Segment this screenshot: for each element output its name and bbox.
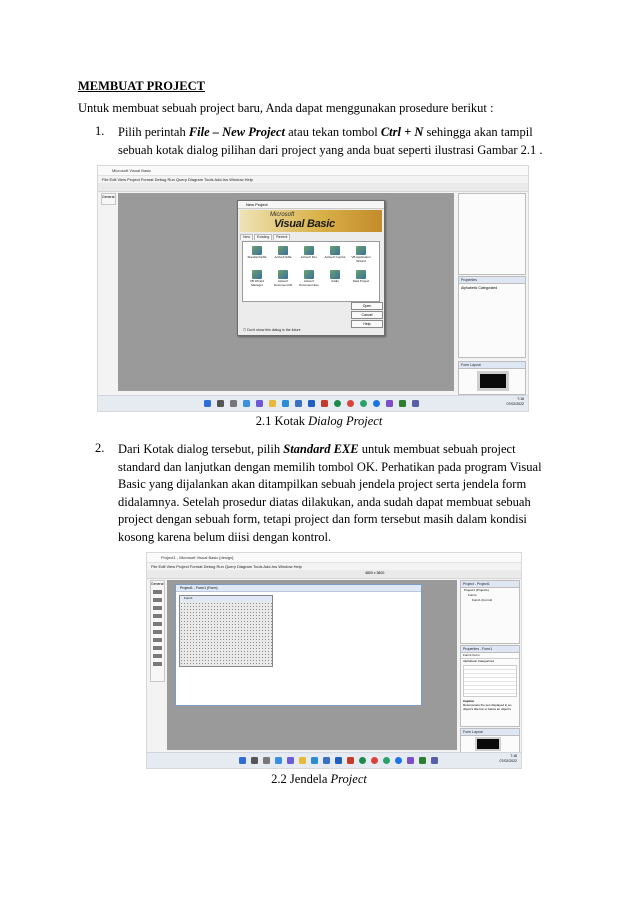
project-type-item[interactable]: VB Wizard Manager <box>246 270 268 287</box>
properties-tabs[interactable]: Alphabetic Categorized <box>461 286 498 290</box>
form-size-readout: 4800 x 3600 <box>365 571 385 575</box>
project-type-item[interactable]: ActiveX DLL <box>298 246 320 260</box>
step-1-number: 1. <box>95 124 105 138</box>
vb-menu-bar: File Edit View Project Format Debug Run Query Diagram Tools Add-Ins Window Help <box>151 564 302 569</box>
app-icon[interactable] <box>383 757 390 764</box>
form-layout-preview <box>477 371 509 391</box>
project-type-item[interactable]: ActiveX Document Dll <box>272 270 294 287</box>
taskbar <box>147 752 521 768</box>
app-icon[interactable] <box>386 400 393 407</box>
project-icon <box>278 270 288 279</box>
dialog-tabs <box>240 234 291 240</box>
project-type-item[interactable]: ActiveX EXE <box>272 246 294 260</box>
caption-help: Caption Returns/sets the text displayed in an object's title bar or below an object's <box>463 699 512 711</box>
form-layout-preview <box>475 737 501 751</box>
step-2-standard-exe: Standard EXE <box>283 442 359 456</box>
start-icon[interactable] <box>204 400 211 407</box>
properties-panel <box>460 645 520 727</box>
step-2-text: Dari Kotak dialog tersebut, pilih Standard EXE untuk membuat sebuah project standard dan lanjutkan dengan memilih tombol OK. Perhatikan pada program Visual Basic yang dijalankan akan ditampilkan sebuah jendela project serta jendela form didalamnya. Setelah prosedur diatas dilakukan, anda sudah dapat membuat sebuah project dengan sebuah form, tetapi project dan form tersebut masih dalam kondisi kosong karena belum diisi dengan kontrol. <box>118 442 542 544</box>
project-explorer-header: Project - Project1 <box>461 581 519 588</box>
properties-header: Properties - Form1 <box>461 646 519 653</box>
project-icon <box>304 246 314 255</box>
project-icon <box>356 270 366 279</box>
project-explorer-panel <box>460 580 520 644</box>
project-icon <box>304 270 314 279</box>
toolbox-label: General <box>102 195 115 199</box>
project-icon <box>356 246 366 255</box>
vb-title-bar: Microsoft Visual Basic <box>98 166 528 176</box>
step-1-shortcut: Ctrl + N <box>380 125 424 139</box>
app-icon[interactable] <box>334 400 341 407</box>
edge-icon[interactable] <box>311 757 318 764</box>
toolbox <box>150 580 165 682</box>
toolbox-label: General <box>151 582 164 586</box>
dont-show-checkbox[interactable]: ☐ Don't show this dialog in the future <box>243 328 301 332</box>
toolbox-controls[interactable] <box>153 590 162 670</box>
task-view-icon[interactable] <box>263 757 270 764</box>
project-icon <box>252 270 262 279</box>
vb-toolbar <box>147 570 521 579</box>
project-type-list <box>242 241 380 302</box>
app-icon[interactable] <box>419 757 426 764</box>
vb-icon[interactable] <box>412 400 419 407</box>
project-type-item[interactable]: VB Application Wizard <box>350 246 372 263</box>
step-2-number: 2. <box>95 441 105 455</box>
project-icon <box>252 246 262 255</box>
form-layout-panel <box>460 728 520 754</box>
intro-paragraph: Untuk membuat sebuah project baru, Anda dapat menggunakan prosedure berikut : <box>78 101 494 115</box>
open-button[interactable]: Open <box>351 302 383 310</box>
step-1-line2: sebuah kotak dialog pilihan dari project yang anda buat seperti ilustrasi Gambar 2.1 . <box>118 142 543 157</box>
vb-toolbar <box>98 183 528 192</box>
new-project-dialog <box>237 200 385 336</box>
banner-visual-basic: Visual Basic <box>274 218 335 230</box>
form-designer-title: Project1 - Form1 (Form) <box>176 585 421 592</box>
widgets-icon[interactable] <box>243 400 250 407</box>
step-1-suffix: sehingga akan tampil <box>423 125 533 139</box>
form-designer-window <box>175 584 422 706</box>
chat-icon[interactable] <box>287 757 294 764</box>
toolbox <box>101 193 116 205</box>
task-view-icon[interactable] <box>230 400 237 407</box>
project-type-item[interactable]: Data Project <box>350 270 372 284</box>
store-icon[interactable] <box>323 757 330 764</box>
start-icon[interactable] <box>239 757 246 764</box>
step-1-mid: atau tekan tombol <box>285 125 381 139</box>
taskbar <box>98 395 528 411</box>
app-icon[interactable] <box>407 757 414 764</box>
tab-existing[interactable]: Existing <box>254 234 272 240</box>
edge-icon[interactable] <box>282 400 289 407</box>
form-layout-header: Form Layout <box>459 362 525 369</box>
word-icon[interactable] <box>308 400 315 407</box>
tab-new[interactable]: New <box>240 234 253 240</box>
help-button[interactable]: Help <box>351 320 383 328</box>
project-type-item[interactable]: Addin <box>324 270 346 284</box>
section-heading: MEMBUAT PROJECT <box>78 79 205 93</box>
project-tree[interactable]: Project1 (Project1) Forms Form1 (Form1) <box>464 588 493 602</box>
vb-icon[interactable] <box>431 757 438 764</box>
properties-tabs[interactable]: Alphabetic Categorized <box>463 659 495 663</box>
properties-panel <box>458 276 526 358</box>
search-icon[interactable] <box>251 757 258 764</box>
search-icon[interactable] <box>217 400 224 407</box>
chrome-icon[interactable] <box>371 757 378 764</box>
properties-object-select[interactable]: Form1 Form <box>461 653 519 659</box>
vb-menu-bar: File Edit View Project Format Debug Run Query Diagram Tools Add-Ins Window Help <box>102 177 253 182</box>
app-icon[interactable] <box>360 400 367 407</box>
app-icon[interactable] <box>395 757 402 764</box>
project-icon <box>330 246 340 255</box>
figure-2-screenshot <box>146 552 522 769</box>
project-panel <box>458 193 526 275</box>
vb-title-bar: Project1 - Microsoft Visual Basic [design] <box>147 553 521 563</box>
form-layout-panel <box>458 361 526 395</box>
store-icon[interactable] <box>295 400 302 407</box>
step-1-text <box>118 124 588 159</box>
project-type-item[interactable]: ActiveX Document Exe <box>298 270 320 287</box>
banner-microsoft: Microsoft <box>270 212 295 218</box>
system-clock: 7:18 07/02/2022 <box>506 397 524 406</box>
properties-grid[interactable] <box>463 665 517 697</box>
figure-1-screenshot <box>97 165 529 412</box>
chrome-icon[interactable] <box>347 400 354 407</box>
step-1-prefix: Pilih perintah <box>118 125 189 139</box>
system-clock: 7:18 07/02/2022 <box>499 754 517 763</box>
vb-banner <box>240 210 382 232</box>
project-icon <box>330 270 340 279</box>
cancel-button[interactable]: Cancel <box>351 311 383 319</box>
chat-icon[interactable] <box>256 400 263 407</box>
app-icon[interactable] <box>373 400 380 407</box>
properties-header: Properties <box>459 277 525 284</box>
project-type-item[interactable]: ActiveX Control <box>324 246 346 260</box>
figure-2-caption: 2.2 Jendela Project <box>271 772 367 786</box>
powerpoint-icon[interactable] <box>347 757 354 764</box>
app-icon[interactable] <box>359 757 366 764</box>
word-icon[interactable] <box>335 757 342 764</box>
step-1-command: File – New Project <box>188 125 285 139</box>
figure-1-caption: 2.1 Kotak Dialog Project <box>255 414 383 428</box>
project-icon <box>278 246 288 255</box>
app-icon[interactable] <box>399 400 406 407</box>
explorer-icon[interactable] <box>269 400 276 407</box>
form1-canvas[interactable] <box>179 595 273 667</box>
form1-title: Form1 <box>180 596 272 601</box>
form-layout-header: Form Layout <box>461 729 519 736</box>
tab-recent[interactable]: Recent <box>273 234 290 240</box>
explorer-icon[interactable] <box>299 757 306 764</box>
powerpoint-icon[interactable] <box>321 400 328 407</box>
dialog-title: New Project <box>238 201 384 209</box>
widgets-icon[interactable] <box>275 757 282 764</box>
project-type-item[interactable]: Standard EXE <box>246 246 268 260</box>
